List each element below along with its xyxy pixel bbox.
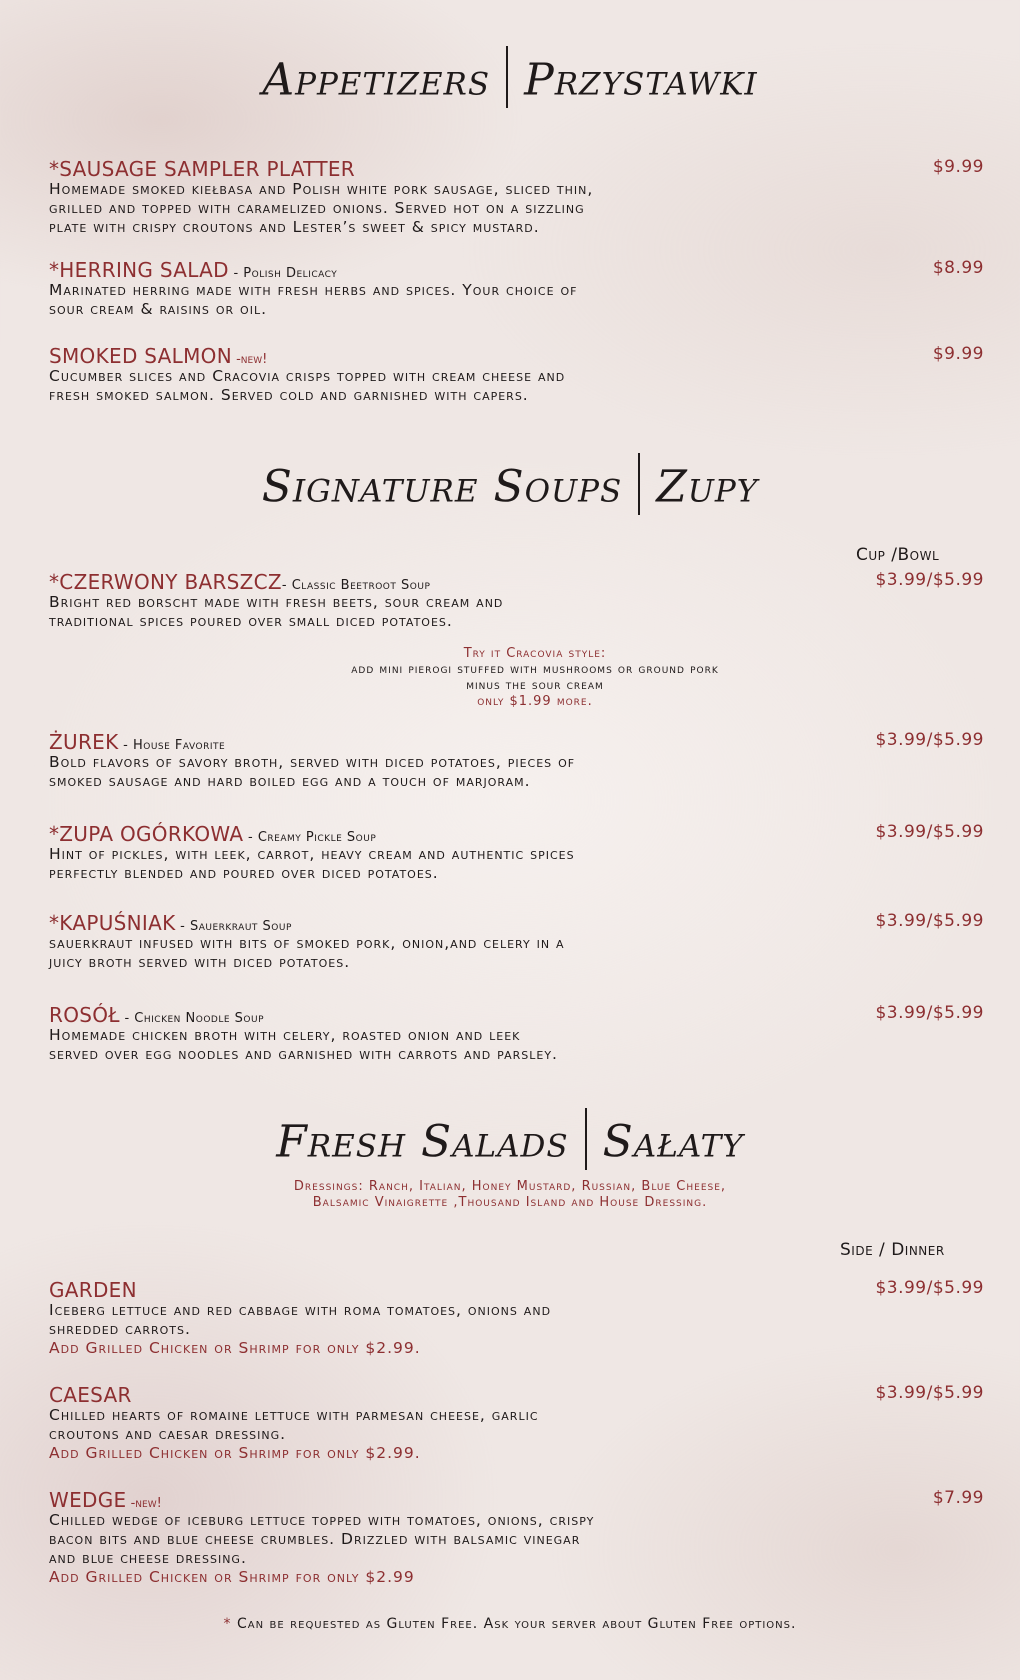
cracovia-note-title: Try it Cracovia style: [463,646,607,661]
item-description: Bold flavors of savory broth, served with diced potatoes, pieces of smoked sausage and hard boiled egg and a touch of marjoram. [49,753,576,790]
item-price: $3.99/$5.99 [875,1003,984,1023]
item-description: Cucumber slices and Cracovia crisps topped with cream cheese and fresh smoked salmon. Served cold and garnished with capers. [49,367,566,404]
cracovia-note-price: only $1.99 more. [477,694,593,709]
title-divider [585,1108,587,1170]
item-subtitle: - Chicken Noodle Soup [119,1011,265,1026]
gluten-free-text: Can be requested as Gluten Free. Ask your server about Gluten Free options. [231,1616,797,1632]
item-subtitle: - Classic Beetroot Soup [281,578,431,593]
cracovia-style-note [0,646,1020,710]
item-price: $3.99/$5.99 [875,570,984,590]
menu-item-czerwony-barszcz [49,570,984,631]
new-badge: -new! [231,352,268,367]
item-price: $3.99/$5.99 [875,822,984,842]
item-name: WEDGE [49,1488,127,1512]
new-badge: -new! [126,1496,162,1511]
item-name: *SAUSAGE SAMPLER PLATTER [49,157,355,181]
item-price: $3.99/$5.99 [875,730,984,750]
item-price: $3.99/$5.99 [875,1383,984,1403]
item-name: ŻUREK [49,730,119,754]
item-subtitle: - Creamy Pickle Soup [243,830,377,845]
item-description: Iceberg lettuce and red cabbage with roma tomatoes, onions and shredded carrots. [49,1301,552,1338]
item-name: *KAPUŚNIAK [49,911,176,935]
item-price: $3.99/$5.99 [875,911,984,931]
item-subtitle: - House Favorite [118,738,226,753]
menu-item-sausage-sampler [49,157,984,237]
soups-column-header: Cup /Bowl [856,545,940,565]
menu-item-kapusniak [49,911,984,972]
item-price: $7.99 [932,1488,984,1508]
salads-title-pl: Sałaty [602,1116,744,1168]
item-name: ROSÓŁ [49,1003,120,1027]
soups-title [0,459,1020,521]
item-price: $9.99 [932,157,984,177]
item-subtitle: - Polish Delicacy [228,266,338,281]
salads-title-en: Fresh Salads [276,1116,569,1168]
title-divider [638,453,640,515]
menu-item-zurek [49,730,984,791]
menu-item-zupa-ogorkowa [49,822,984,883]
item-description: Chilled wedge of iceburg lettuce topped with tomatoes, onions, crispy bacon bits and blue cheese crumbles. Drizzled with balsamic vinegar and blue cheese dressing. [49,1511,595,1567]
item-addon: Add Grilled Chicken or Shrimp for only $2.99. [49,1444,421,1462]
salads-title [0,1114,1020,1176]
gluten-free-footer [0,1616,1020,1632]
item-name: *ZUPA OGÓRKOWA [49,822,244,846]
item-addon: Add Grilled Chicken or Shrimp for only $2.99. [49,1339,421,1357]
item-name: *CZERWONY BARSZCZ [49,570,282,594]
item-price: $9.99 [932,344,984,364]
menu-item-smoked-salmon [49,344,984,405]
soups-title-pl: Zupy [656,461,759,513]
item-description: Hint of pickles, with leek, carrot, heavy cream and authentic spices perfectly blended and poured over diced potatoes. [49,845,575,882]
soups-title-en: Signature Soups [261,461,623,513]
item-description: Homemade chicken broth with celery, roasted onion and leek served over egg noodles and garnished with carrots and parsley. [49,1026,558,1063]
item-addon: Add Grilled Chicken or Shrimp for only $2.99 [49,1568,415,1586]
item-description: Homemade smoked kiełbasa and Polish white pork sausage, sliced thin, grilled and topped with caramelized onions. Served hot on a sizzling plate with crispy croutons and Lester’s sweet & spicy mustard. [49,180,594,236]
menu-item-caesar [49,1383,984,1463]
item-name: GARDEN [49,1278,137,1302]
salads-column-header: Side / Dinner [840,1240,945,1260]
appetizers-title-en: Appetizers [262,54,491,106]
menu-item-herring-salad [49,258,984,319]
title-divider [506,46,508,108]
dressings-line: Balsamic Vinaigrette ,Thousand Island and House Dressing. [312,1195,708,1210]
dressings-line: Dressings: Ranch, Italian, Honey Mustard, Russian, Blue Cheese, [293,1179,727,1194]
item-price: $8.99 [932,258,984,278]
appetizers-title-pl: Przystawki [524,54,758,106]
item-name: CAESAR [49,1383,132,1407]
item-description: Chilled hearts of romaine lettuce with parmesan cheese, garlic croutons and caesar dressing. [49,1406,539,1443]
item-name: SMOKED SALMON [49,344,232,368]
cracovia-note-line: add mini pierogi stuffed with mushrooms or ground pork [351,662,719,677]
dressings-note [0,1179,1020,1211]
item-description: sauerkraut infused with bits of smoked pork, onion,and celery in a juicy broth served with diced potatoes. [49,934,565,971]
cracovia-note-line: minus the sour cream [466,678,604,693]
item-description: Bright red borscht made with fresh beets, sour cream and traditional spices poured over small diced potatoes. [49,593,504,630]
item-subtitle: - Sauerkraut Soup [175,919,292,934]
item-price: $3.99/$5.99 [875,1278,984,1298]
item-description: Marinated herring made with fresh herbs and spices. Your choice of sour cream & raisins or oil. [49,281,578,318]
asterisk-marker: * [223,1616,232,1632]
appetizers-title [0,52,1020,114]
item-name: *HERRING SALAD [49,258,229,282]
menu-item-wedge [49,1488,984,1587]
menu-item-rosol [49,1003,984,1064]
menu-item-garden [49,1278,984,1358]
